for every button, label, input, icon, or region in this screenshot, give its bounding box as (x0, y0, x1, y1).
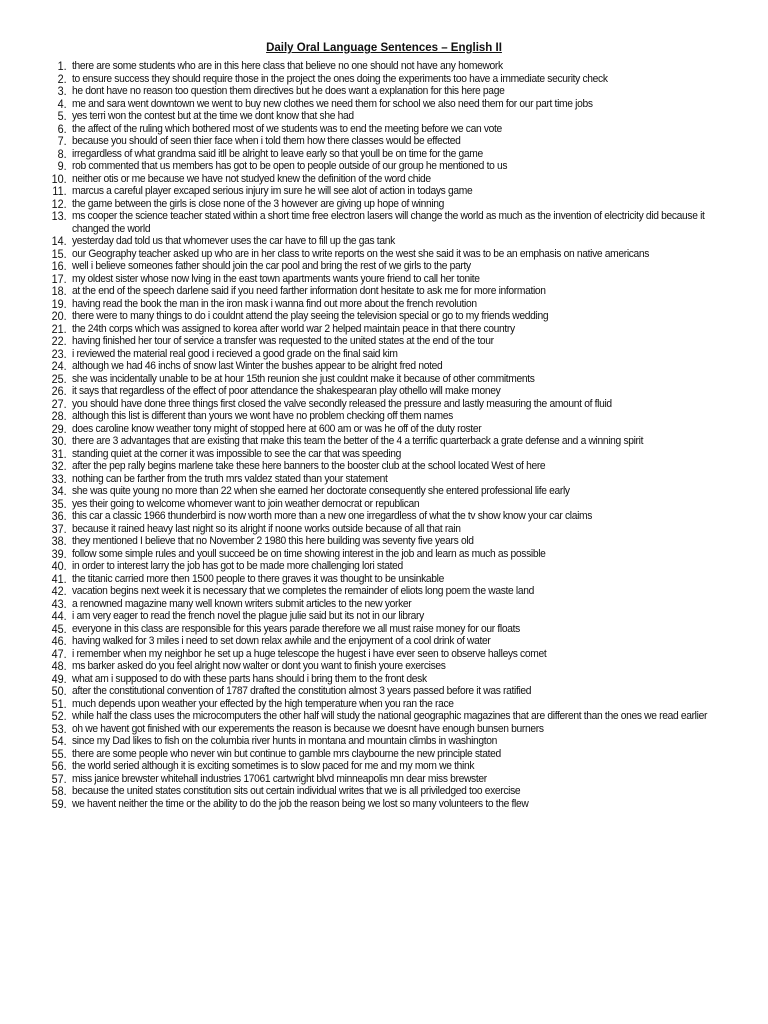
sentence-item (40, 623, 744, 636)
sentence-number: 54. (51, 734, 67, 748)
sentence-text: although we had 46 inchs of snow last Winter the bushes appear to be alright fred noted (72, 360, 443, 372)
sentence-number: 9. (57, 159, 67, 173)
sentence-item (40, 385, 744, 398)
sentence-number: 18. (51, 284, 67, 298)
sentence-number: 4. (57, 96, 67, 111)
sentence-text: we havent neither the time or the ability to do the job the reason being we lost so many volunteers to the flew (72, 797, 529, 810)
sentence-item (40, 310, 744, 323)
sentence-item (40, 710, 744, 723)
sentence-text: to ensure success they should require those in the project the ones doing the experiments too have a immediate security check (72, 72, 608, 85)
sentence-number: 23. (51, 346, 67, 361)
sentence-item (40, 635, 744, 648)
sentence-list (40, 60, 744, 810)
sentence-item (40, 73, 744, 86)
sentence-item (40, 698, 744, 711)
sentence-item (40, 110, 744, 123)
sentence-item (40, 573, 744, 586)
sentence-item (40, 298, 744, 311)
sentence-text: while half the class uses the microcomputers the other half will study the national geographic magazines that are different than the ones we read earlier (72, 710, 708, 722)
sentence-item (40, 98, 744, 111)
sentence-text: oh we havent got finished with our experements the reason is because we doesnt have enough bunsen burners (72, 722, 544, 735)
sentence-text: the world seried although it is exciting sometimes is to slow paced for me and my mom we think (72, 760, 475, 772)
sentence-item (40, 360, 744, 373)
sentence-number: 12. (51, 196, 67, 211)
sentence-text: because you should of seen thier face when i told them how there classes would be effected (72, 135, 461, 147)
sentence-text: the 24th corps which was assigned to korea after world war 2 helped maintain peace in that there country (72, 322, 515, 335)
sentence-number: 48. (51, 659, 67, 673)
sentence-number: 7. (57, 134, 67, 148)
sentence-number: 28. (51, 409, 67, 423)
sentence-number: 52. (51, 709, 67, 723)
sentence-number: 17. (51, 271, 67, 286)
sentence-item (40, 498, 744, 511)
sentence-item (40, 423, 744, 436)
sentence-text: although this list is different than yours we wont have no problem checking off them names (72, 410, 453, 422)
sentence-text: they mentioned I believe that no November 2 1980 this here building was seventy five years old (72, 535, 474, 547)
sentence-text: i remember when my neighbor he set up a huge telescope the hugest i have ever seen to observe halleys comet (72, 647, 547, 660)
sentence-number: 33. (51, 471, 67, 486)
sentence-number: 22. (51, 334, 67, 348)
sentence-item (40, 373, 744, 386)
sentence-text: standing quiet at the corner it was impossible to see the car that was speeding (72, 447, 402, 460)
sentence-item (40, 723, 744, 736)
sentence-number: 59. (51, 796, 67, 811)
sentence-item (40, 410, 744, 423)
sentence-number: 5. (57, 109, 67, 123)
sentence-text: irregardless of what grandma said itll be alright to leave early so that youll be on time for the game (72, 147, 483, 160)
sentence-text: i am very eager to read the french novel the plague julie said but its not in our library (72, 610, 424, 622)
sentence-text: after the pep rally begins marlene take these here banners to the booster club at the school located West of here (72, 460, 546, 472)
sentence-item (40, 773, 744, 786)
sentence-number: 57. (51, 771, 67, 786)
sentence-item (40, 60, 744, 73)
sentence-text: after the constitutional convention of 1787 drafted the constitution almost 3 years passed before it was ratified (72, 685, 532, 697)
sentence-text: my oldest sister whose now lving in the east town apartments wants youre friend to call her tonite (72, 272, 480, 285)
sentence-text: there are some students who are in this here class that believe no one should not have any homework (72, 60, 503, 72)
sentence-text: yesterday dad told us that whomever uses the car have to fill up the gas tank (72, 235, 395, 247)
sentence-number: 15. (51, 246, 67, 261)
sentence-text: because the united states constitution sits out certain individual writes that we is all priviledged too exercise (72, 785, 521, 797)
sentence-text: vacation begins next week it is necessary that we completes the remainder of eliots long poem the waste land (72, 585, 534, 597)
sentence-item (40, 748, 744, 761)
sentence-item (40, 473, 744, 486)
sentence-item (40, 523, 744, 536)
sentence-number: 2. (57, 71, 67, 86)
sentence-item (40, 648, 744, 661)
sentence-item (40, 273, 744, 286)
sentence-number: 40. (51, 559, 67, 573)
sentence-item (40, 610, 744, 623)
sentence-item (40, 285, 744, 298)
sentence-text: nothing can be farther from the truth mrs valdez stated than your statement (72, 472, 388, 485)
sentence-item (40, 460, 744, 473)
sentence-number: 6. (57, 121, 67, 136)
sentence-item (40, 235, 744, 248)
sentence-number: 38. (51, 534, 67, 548)
sentence-text: you should have done three things first closed the valve secondly released the pressure and lastly measuring the amount of fluid (72, 397, 612, 410)
sentence-number: 35. (51, 496, 67, 511)
sentence-number: 8. (57, 146, 67, 161)
sentence-item (40, 660, 744, 673)
sentence-text: miss janice brewster whitehall industries 17061 cartwright blvd minneapolis mn dear miss brewster (72, 772, 487, 785)
sentence-text: having read the book the man in the iron mask i wanna find out more about the french revolution (72, 297, 477, 310)
sentence-number: 29. (51, 421, 67, 436)
sentence-text: ms barker asked do you feel alright now walter or dont you want to finish youre exercises (72, 660, 446, 672)
sentence-number: 55. (51, 746, 67, 761)
sentence-number: 44. (51, 609, 67, 623)
sentence-text: he dont have no reason too question them directives but he does want a explanation for this here page (72, 85, 505, 97)
sentence-item (40, 735, 744, 748)
sentence-item (40, 673, 744, 686)
sentence-number: 3. (57, 84, 67, 98)
sentence-item (40, 248, 744, 261)
sentence-number: 45. (51, 621, 67, 636)
sentence-number: 19. (51, 296, 67, 311)
sentence-item (40, 510, 744, 523)
sentence-number: 56. (51, 759, 67, 773)
sentence-text: since my Dad likes to fish on the columbia river hunts in montana and mountain climbs in washington (72, 735, 498, 747)
sentence-item (40, 435, 744, 448)
sentence-number: 39. (51, 546, 67, 561)
sentence-number: 13. (51, 209, 67, 223)
sentence-item (40, 685, 744, 698)
sentence-text: there are 3 advantages that are existing that make this team the better of the 4 a terrific quarterback a grate defense and a winning spirit (72, 435, 644, 447)
sentence-item (40, 535, 744, 548)
sentence-number: 47. (51, 646, 67, 661)
sentence-text: yes their going to welcome whomever want to join weather democrat or republican (72, 497, 420, 510)
sentence-item (40, 785, 744, 798)
sentence-number: 42. (51, 584, 67, 598)
sentence-item (40, 585, 744, 598)
sentence-text: ms cooper the science teacher stated within a short time free electron lasers will change the world as much as the invention of electricity did because it changed the world (72, 210, 705, 235)
sentence-item (40, 160, 744, 173)
sentence-number: 27. (51, 396, 67, 411)
sentence-number: 34. (51, 484, 67, 498)
sentence-item (40, 560, 744, 573)
sentence-text: a renowned magazine many well known writers submit articles to the new yorker (72, 597, 412, 610)
sentence-item (40, 148, 744, 161)
sentence-number: 41. (51, 571, 67, 586)
sentence-text: there are some people who never win but continue to gamble mrs claybourne the new principle stated (72, 747, 501, 760)
sentence-item (40, 135, 744, 148)
sentence-text: the titanic carried more then 1500 people to there graves it was thought to be unsinkable (72, 572, 444, 585)
sentence-text: she was incidentally unable to be at hour 15th reunion she just couldnt make it because of other commitments (72, 372, 535, 385)
sentence-text: there were to many things to do i couldnt attend the play seeing the television special or go to my friends wedding (72, 310, 549, 322)
sentence-text: at the end of the speech darlene said if you need farther information dont hesitate to ask me for more information (72, 285, 546, 297)
sentence-number: 32. (51, 459, 67, 473)
sentence-text: it says that regardless of the effect of poor attendance the shakespearan play othello will make money (72, 385, 501, 397)
sentence-text: neither otis or me because we have not studyed knew the definition of the word chide (72, 172, 431, 185)
sentence-item (40, 198, 744, 211)
sentence-item (40, 598, 744, 611)
sentence-text: yes terri won the contest but at the time we dont know that she had (72, 110, 354, 122)
sentence-number: 10. (51, 171, 67, 186)
sentence-text: having walked for 3 miles i need to set down relax awhile and the enjoyment of a cool drink of water (72, 635, 491, 647)
sentence-number: 26. (51, 384, 67, 398)
sentence-text: the affect of the ruling which bothered most of we students was to end the meeting before we can vote (72, 122, 502, 135)
sentence-text: much depends upon weather your effected by the high temperature when you ran the race (72, 697, 454, 710)
sentence-text: marcus a careful player excaped serious injury im sure he will see alot of action in todays game (72, 185, 473, 197)
sentence-item (40, 85, 744, 98)
sentence-number: 58. (51, 784, 67, 798)
sentence-number: 53. (51, 721, 67, 736)
sentence-item (40, 548, 744, 561)
sentence-number: 43. (51, 596, 67, 611)
sentence-number: 1. (57, 59, 67, 73)
sentence-text: the game between the girls is close none of the 3 however are giving up hope of winning (72, 197, 445, 210)
sentence-item (40, 798, 744, 811)
sentence-item (40, 335, 744, 348)
sentence-text: in order to interest larry the job has got to be made more challenging lori stated (72, 560, 403, 572)
sentence-number: 14. (51, 234, 67, 248)
sentence-number: 36. (51, 509, 67, 523)
sentence-text: because it rained heavy last night so its alright if noone works outside because of all that rain (72, 522, 461, 535)
sentence-number: 21. (51, 321, 67, 336)
sentence-number: 24. (51, 359, 67, 373)
sentence-number: 49. (51, 671, 67, 686)
sentence-text: i reviewed the material real good i recieved a good grade on the final said kim (72, 347, 398, 360)
sentence-number: 50. (51, 684, 67, 698)
sentence-number: 20. (51, 309, 67, 323)
sentence-item (40, 398, 744, 411)
sentence-item (40, 348, 744, 361)
sentence-item (40, 210, 744, 235)
sentence-number: 46. (51, 634, 67, 648)
sentence-number: 37. (51, 521, 67, 536)
sentence-text: follow some simple rules and youll succeed be on time showing interest in the job and learn as much as possible (72, 547, 546, 560)
sentence-item (40, 485, 744, 498)
sentence-text: this car a classic 1966 thunderbird is now worth more than a new one irregardless of what the tv show know your car claims (72, 510, 593, 522)
sentence-text: rob commented that us members has got to be open to people outside of our group he mentioned to us (72, 160, 508, 172)
sentence-item (40, 323, 744, 336)
sentence-number: 11. (52, 184, 67, 198)
sentence-item (40, 260, 744, 273)
page-title: Daily Oral Language Sentences – English II (266, 42, 502, 54)
sentence-item (40, 185, 744, 198)
sentence-text: me and sara went downtown we went to buy new clothes we need them for school we also need them for our part time jobs (72, 97, 593, 110)
sentence-text: what am i supposed to do with these parts hans should i bring them to the front desk (72, 672, 427, 685)
sentence-item (40, 123, 744, 136)
sentence-item (40, 448, 744, 461)
sentence-item (40, 760, 744, 773)
sentence-number: 51. (51, 696, 67, 711)
sentence-text: does caroline know weather tony might of stopped here at 600 am or was he off of the duty roster (72, 422, 482, 435)
sentence-text: she was quite young no more than 22 when she earned her doctorate consequently she entered professional life early (72, 485, 570, 497)
sentence-text: our Geography teacher asked up who are in her class to write reports on the west she said it was to be an emphasis on native americans (72, 247, 650, 260)
sentence-item (40, 173, 744, 186)
sentence-number: 31. (51, 446, 67, 461)
sentence-text: well i believe someones father should join the car pool and bring the rest of we girls to the party (72, 260, 471, 272)
sentence-text: having finished her tour of service a transfer was requested to the united states at the end of the tour (72, 335, 494, 347)
sentence-number: 25. (51, 371, 67, 386)
sentence-text: everyone in this class are responsible for this years parade therefore we all must raise money for our floats (72, 622, 520, 635)
sentence-number: 30. (51, 434, 67, 448)
sentence-number: 16. (51, 259, 67, 273)
